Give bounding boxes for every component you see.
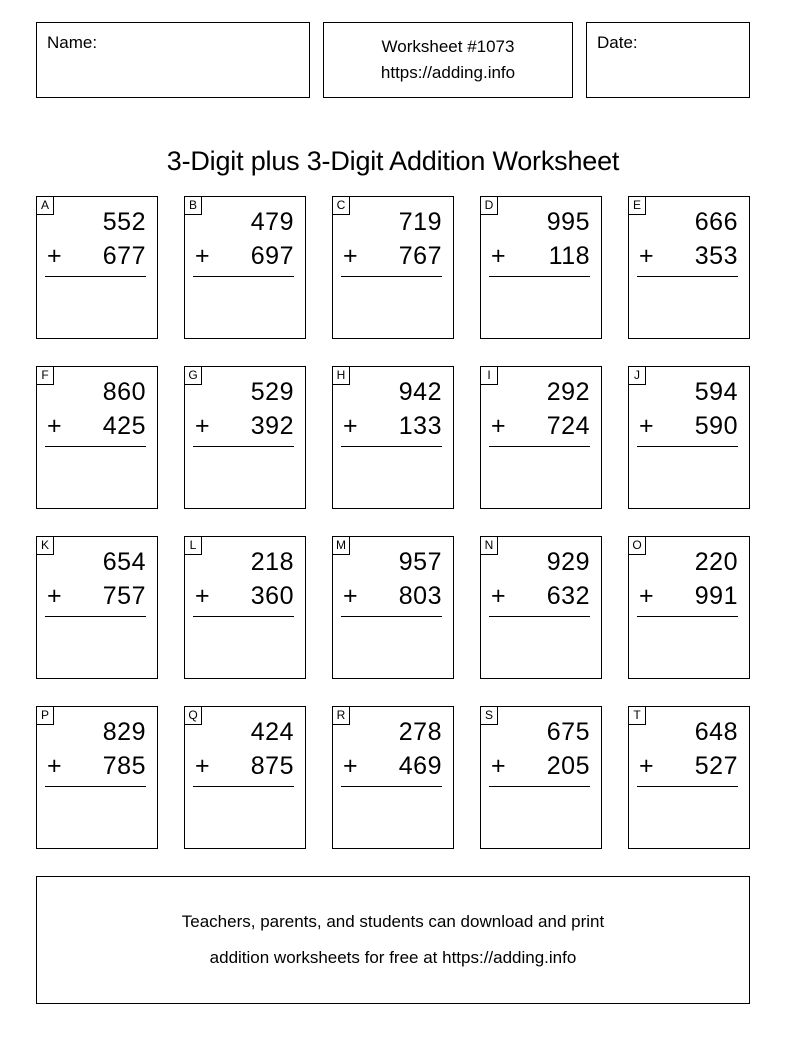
problem-letter: O: [629, 537, 646, 555]
addend-bottom: 360: [250, 581, 294, 610]
name-label: Name:: [47, 33, 98, 52]
operator: +: [195, 241, 210, 270]
addend-top: 292: [546, 378, 590, 406]
problem-cell[interactable]: [480, 196, 602, 339]
operator: +: [491, 751, 506, 780]
operator: +: [491, 581, 506, 610]
answer-rule: [193, 276, 294, 277]
page-title: 3-Digit plus 3-Digit Addition Worksheet: [166, 146, 620, 177]
answer-rule: [489, 786, 590, 787]
operator: +: [47, 581, 62, 610]
addend-top: 995: [546, 208, 590, 236]
problem-letter: N: [481, 537, 498, 555]
problem-letter: C: [333, 197, 350, 215]
problem-cell[interactable]: [332, 536, 454, 679]
problem-cell[interactable]: [332, 706, 454, 849]
problem-letter: Q: [185, 707, 202, 725]
addend-bottom: 767: [398, 241, 442, 270]
answer-rule: [489, 616, 590, 617]
addend-bottom: 677: [102, 241, 146, 270]
problem-cell[interactable]: [36, 536, 158, 679]
problem-cell[interactable]: [628, 366, 750, 509]
problem-calculation: [637, 716, 738, 787]
operator: +: [491, 241, 506, 270]
problem-calculation: [193, 206, 294, 277]
problem-calculation: [45, 206, 146, 277]
problem-cell[interactable]: [184, 196, 306, 339]
problem-cell[interactable]: [332, 196, 454, 339]
problem-calculation: [489, 206, 590, 277]
problem-cell[interactable]: [36, 196, 158, 339]
problem-calculation: [45, 716, 146, 787]
problem-calculation: [193, 716, 294, 787]
problem-letter: S: [481, 707, 498, 725]
operator: +: [639, 411, 654, 440]
problem-cell[interactable]: [628, 706, 750, 849]
problem-cell[interactable]: [184, 366, 306, 509]
answer-rule: [341, 616, 442, 617]
addend-top: 529: [250, 378, 294, 406]
problem-letter: E: [629, 197, 646, 215]
addend-top: 220: [694, 548, 738, 576]
answer-rule: [341, 446, 442, 447]
operator: +: [343, 241, 358, 270]
problem-cell[interactable]: [628, 536, 750, 679]
problem-cell[interactable]: [480, 706, 602, 849]
problem-cell[interactable]: [480, 366, 602, 509]
answer-rule: [193, 446, 294, 447]
site-url: https://adding.info: [380, 63, 516, 82]
addend-top: 594: [694, 378, 738, 406]
addend-top: 860: [102, 378, 146, 406]
answer-rule: [637, 446, 738, 447]
problem-calculation: [341, 206, 442, 277]
addend-top: 957: [398, 548, 442, 576]
problem-letter: H: [333, 367, 350, 385]
addend-bottom: 697: [250, 241, 294, 270]
problem-cell[interactable]: [480, 536, 602, 679]
answer-rule: [45, 276, 146, 277]
problem-calculation: [341, 546, 442, 617]
operator: +: [195, 751, 210, 780]
answer-rule: [45, 446, 146, 447]
operator: +: [47, 411, 62, 440]
problem-letter: R: [333, 707, 350, 725]
addend-top: 654: [102, 548, 146, 576]
addend-bottom: 353: [694, 241, 738, 270]
addend-bottom: 133: [398, 411, 442, 440]
answer-rule: [637, 276, 738, 277]
addend-bottom: 205: [546, 751, 590, 780]
answer-rule: [341, 276, 442, 277]
addend-bottom: 803: [398, 581, 442, 610]
problem-calculation: [193, 376, 294, 447]
problem-calculation: [489, 716, 590, 787]
addend-top: 829: [102, 718, 146, 746]
operator: +: [639, 241, 654, 270]
name-field-box[interactable]: [36, 22, 310, 98]
addend-top: 666: [694, 208, 738, 236]
problem-letter: B: [185, 197, 202, 215]
operator: +: [639, 581, 654, 610]
answer-rule: [45, 786, 146, 787]
addend-bottom: 724: [546, 411, 590, 440]
operator: +: [195, 411, 210, 440]
problem-cell[interactable]: [36, 366, 158, 509]
addend-bottom: 991: [694, 581, 738, 610]
addend-top: 648: [694, 718, 738, 746]
problem-calculation: [637, 546, 738, 617]
problem-letter: J: [629, 367, 646, 385]
addend-top: 479: [250, 208, 294, 236]
answer-rule: [341, 786, 442, 787]
worksheet-id: Worksheet #1073: [381, 36, 515, 56]
problem-row: [36, 196, 750, 339]
problem-letter: P: [37, 707, 54, 725]
problem-calculation: [489, 376, 590, 447]
problem-cell[interactable]: [184, 536, 306, 679]
addend-bottom: 425: [102, 411, 146, 440]
problem-letter: F: [37, 367, 54, 385]
addend-bottom: 527: [694, 751, 738, 780]
problem-calculation: [637, 206, 738, 277]
answer-rule: [637, 616, 738, 617]
addend-top: 719: [398, 208, 442, 236]
operator: +: [343, 411, 358, 440]
addend-bottom: 590: [694, 411, 738, 440]
answer-rule: [637, 786, 738, 787]
operator: +: [47, 241, 62, 270]
operator: +: [343, 751, 358, 780]
problem-calculation: [45, 546, 146, 617]
problem-calculation: [193, 546, 294, 617]
addend-bottom: 757: [102, 581, 146, 610]
addend-top: 424: [250, 718, 294, 746]
answer-rule: [489, 276, 590, 277]
addend-bottom: 632: [546, 581, 590, 610]
problem-cell[interactable]: [628, 196, 750, 339]
answer-rule: [489, 446, 590, 447]
footer-box: [36, 876, 750, 1004]
operator: +: [343, 581, 358, 610]
addend-top: 278: [398, 718, 442, 746]
date-field-box[interactable]: [586, 22, 750, 98]
problem-calculation: [45, 376, 146, 447]
problem-calculation: [341, 376, 442, 447]
operator: +: [639, 751, 654, 780]
addend-top: 675: [546, 718, 590, 746]
problem-cell[interactable]: [184, 706, 306, 849]
addend-top: 218: [250, 548, 294, 576]
addend-bottom: 785: [102, 751, 146, 780]
problem-row: [36, 536, 750, 679]
problem-letter: M: [333, 537, 350, 555]
problem-calculation: [637, 376, 738, 447]
addend-top: 942: [398, 378, 442, 406]
footer-line-2: addition worksheets for free at https://adding.info: [209, 948, 577, 967]
problem-row: [36, 706, 750, 849]
operator: +: [47, 751, 62, 780]
addend-top: 552: [102, 208, 146, 236]
header-row: [36, 22, 750, 100]
operator: +: [195, 581, 210, 610]
addend-top: 929: [546, 548, 590, 576]
problem-letter: A: [37, 197, 54, 215]
problem-grid: [36, 196, 750, 849]
addend-bottom: 118: [548, 241, 590, 270]
problem-cell[interactable]: [36, 706, 158, 849]
addend-bottom: 875: [250, 751, 294, 780]
answer-rule: [193, 616, 294, 617]
problem-letter: D: [481, 197, 498, 215]
problem-letter: L: [185, 537, 202, 555]
addend-bottom: 392: [250, 411, 294, 440]
problem-calculation: [341, 716, 442, 787]
addend-bottom: 469: [398, 751, 442, 780]
problem-row: [36, 366, 750, 509]
worksheet-info-box: [323, 22, 573, 98]
problem-cell[interactable]: [332, 366, 454, 509]
problem-letter: T: [629, 707, 646, 725]
problem-letter: K: [37, 537, 54, 555]
problem-letter: I: [481, 367, 498, 385]
problem-letter: G: [185, 367, 202, 385]
operator: +: [491, 411, 506, 440]
problem-calculation: [489, 546, 590, 617]
date-label: Date:: [597, 33, 638, 52]
answer-rule: [45, 616, 146, 617]
answer-rule: [193, 786, 294, 787]
footer-line-1: Teachers, parents, and students can download and print: [181, 912, 605, 932]
